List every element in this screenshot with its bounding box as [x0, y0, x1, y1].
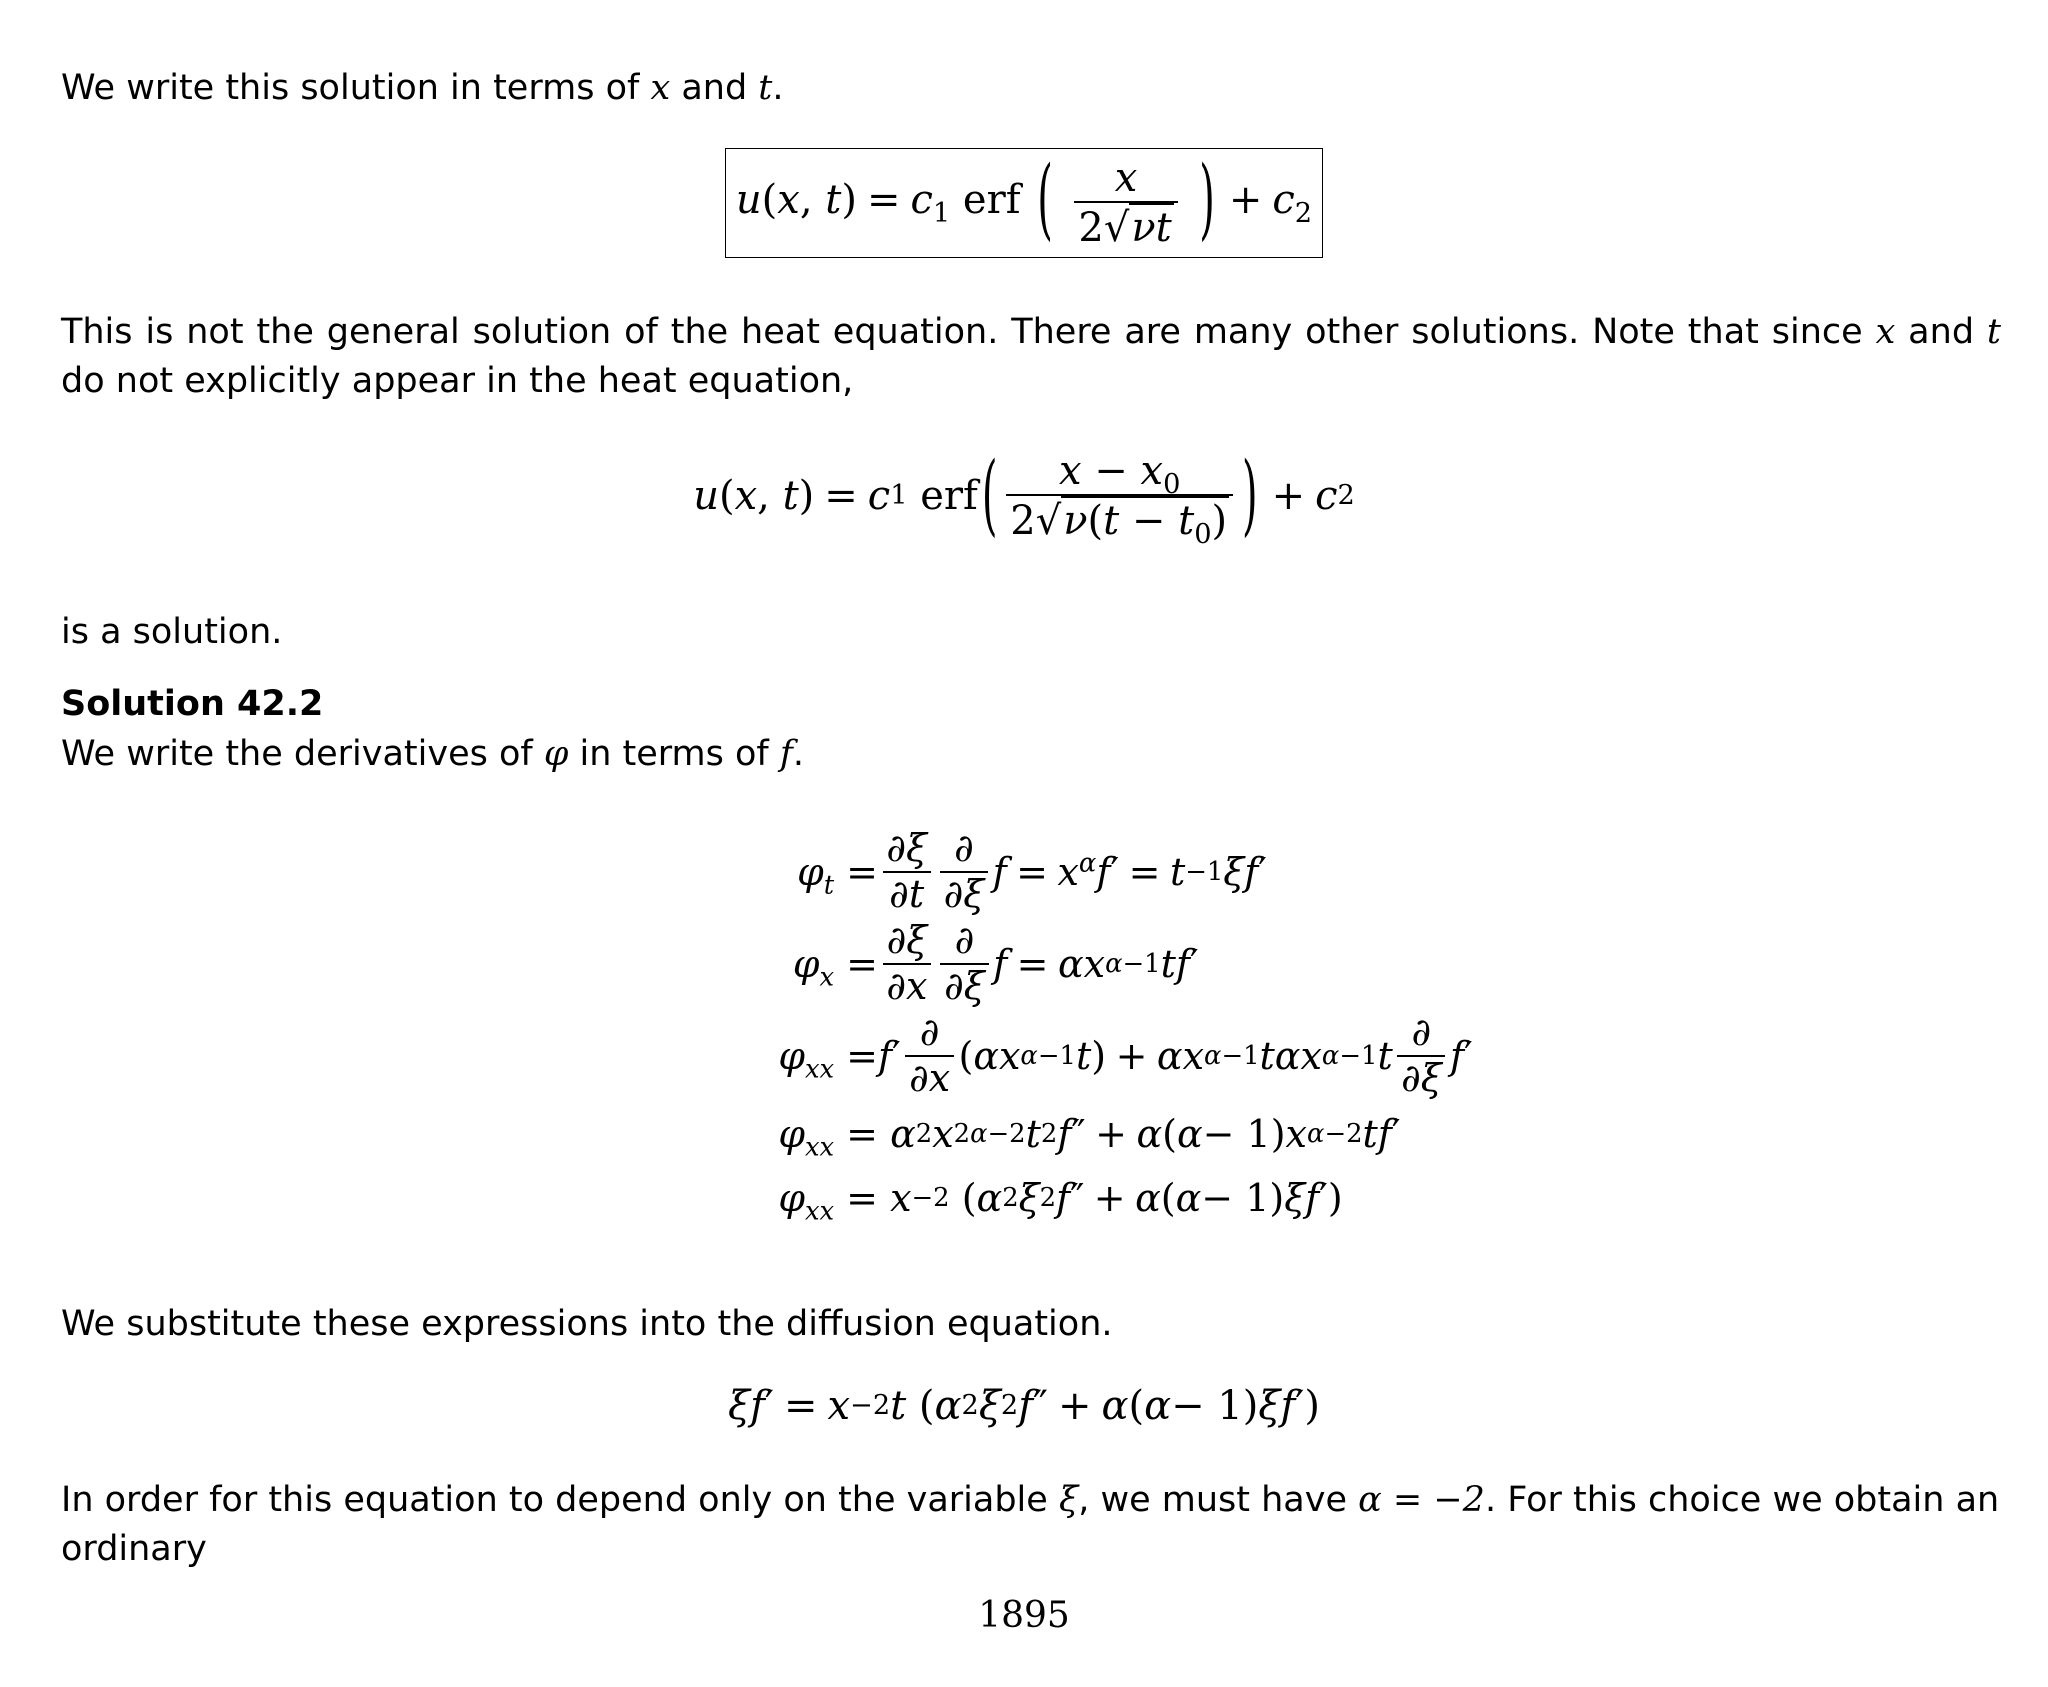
- paragraph-5: We substitute these expressions into the diffusion equation.: [61, 1304, 1113, 1344]
- equation-phi-t: $\varphi_t$ = $\frac{\partial\xi}{\partial t}$ $\frac{\partial}{\partial\xi}$ f = $x^\alpha f$ ′ = t −1 ξf ′: [797, 826, 1267, 916]
- solution-heading: Solution 42.2: [61, 684, 324, 724]
- paragraph-6: In order for this equation to depend only on the variable ξ, we must have α = −2. For this choice we obtain an ordinary: [61, 1480, 2000, 1569]
- paragraph-4: We write the derivatives of φ in terms of f.: [61, 734, 804, 774]
- paragraph-2: This is not the general solution of the heat equation. There are many other solutions. Note that since x and t do not explicitly appear in the heat equation,: [61, 312, 2001, 401]
- boxed-equation-erf: u(x, $t) = c_1$ erf ( x 2 √ νt ) + $c_2$: [0, 148, 2048, 258]
- equation-shifted-erf: u ( x , t ) = c 1 erf ( $x - x_0$ 2 √ $\nu(t - t_0)$ ) + c 2: [693, 445, 1355, 550]
- equation-phi-xx-2: $\varphi_{xx}$ = α 2 x 2α−2 t 2 f ″ + α ( α − 1) x α−2 tf ′: [778, 1112, 1401, 1163]
- equation-phi-x: $\varphi_x$ = $\frac{\partial\xi}{\partial x}$ $\frac{\partial}{\partial\xi}$ f = αx α −1 tf ′: [792, 918, 1199, 1008]
- equation-diffusion-substitution: ξf ′ = x −2 t ( α 2 ξ 2 f ″ + α ( α − 1) ξf ′): [728, 1383, 1320, 1429]
- paragraph-1: We write this solution in terms of x and t.: [61, 68, 784, 108]
- page-number: 1895: [978, 1595, 1070, 1636]
- equation-phi-xx-1: $\varphi_{xx}$ = f ′ $\frac{\partial}{\partial x}$ ( αx α−1 t ) + αx α−1 tαx α−1 t $\frac{\partial}{\partial\xi}$ f ′: [778, 1010, 1473, 1100]
- equation-phi-xx-3: $\varphi_{xx}$ = x −2 ( α 2 ξ 2 f ″ + α ( α − 1) ξf ′): [778, 1176, 1343, 1227]
- paragraph-3: is a solution.: [61, 612, 283, 652]
- derivative-equations: [0, 826, 2048, 1230]
